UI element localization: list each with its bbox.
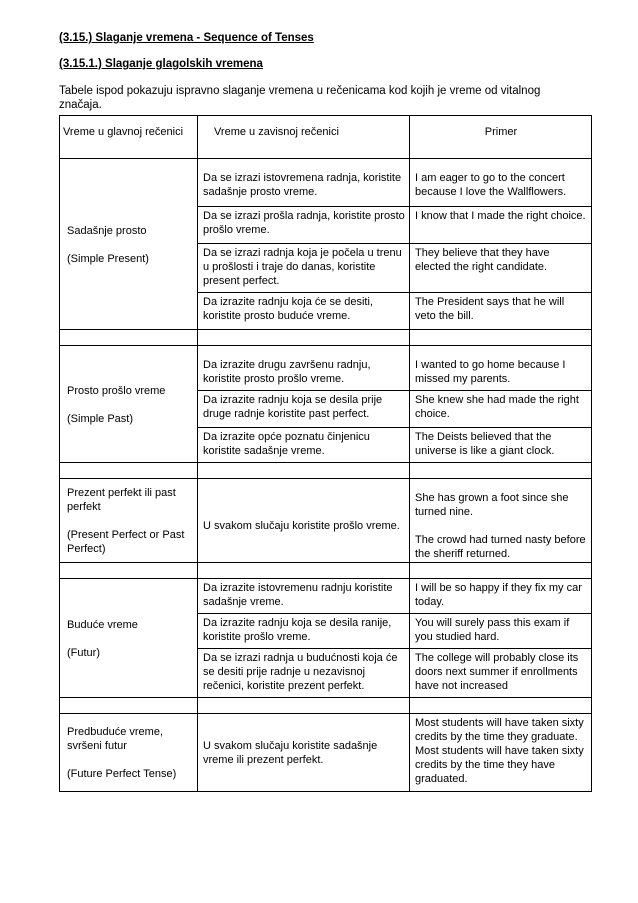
dependent-tense-rule: Da izrazite opće poznatu činjenicu koristite sadašnje vreme.: [198, 428, 410, 463]
example-sentence: The college will probably close its doors next summer if enrollments have not increased: [415, 652, 579, 692]
example-cell: [410, 293, 592, 330]
dependent-tense-rule: Da izrazite radnju koja će se desiti, koristite prosto buduće vreme.: [198, 293, 410, 330]
intro-paragraph: Tabele ispod pokazuju ispravno slaganje vremena u rečenicama kod kojih je vreme od vitalnog značaja.: [59, 85, 541, 111]
tense-name: Prosto prošlo vreme: [67, 384, 166, 397]
example-cell: [410, 714, 592, 792]
main-tense-cell: [60, 579, 198, 698]
spacer-cell: [410, 463, 592, 479]
dependent-tense-rule: Da izrazite radnju koja se desila ranije, koristite prošlo vreme.: [198, 614, 410, 649]
dependent-tense-rule: Da se izrazi radnja koja je počela u trenu u prošlosti i traje do danas, koristite present perfect.: [198, 244, 410, 293]
example-sentence: Most students will have taken sixty credits by the time they graduate.: [415, 717, 584, 743]
example-sentence: I am eager to go to the concert because I love the Wallflowers.: [415, 172, 567, 198]
tense-english-name: (Present Perfect or Past Perfect): [67, 529, 185, 555]
table-row: [60, 479, 592, 563]
main-tense-cell: [60, 714, 198, 792]
table-row: [60, 346, 592, 391]
spacer-cell: [410, 563, 592, 579]
spacer-cell: [60, 563, 198, 579]
table-row: [60, 714, 592, 792]
example-cell: [410, 579, 592, 614]
dependent-tense-rule: Da se izrazi prošla radnja, koristite prosto prošlo vreme.: [198, 207, 410, 244]
spacer-row: [60, 463, 592, 479]
spacer-row: [60, 698, 592, 714]
page-number-fragment: [312, 854, 326, 862]
header-main-tense: Vreme u glavnoj rečenici: [60, 116, 198, 159]
spacer-cell: [410, 698, 592, 714]
dependent-tense-rule: Da se izrazi radnja u budućnosti koja će se desiti prije radnje u nezavisnoj rečenici, koristite prezent perfekt.: [198, 649, 410, 698]
subsection-heading: (3.15.1.) Slaganje glagolskih vremena: [59, 58, 263, 70]
example-cell: [410, 391, 592, 428]
example-sentence: The Deists believed that the universe is like a giant clock.: [415, 431, 555, 457]
tense-english-name: (Simple Past): [67, 412, 134, 425]
example-sentence: She knew she had made the right choice.: [415, 394, 579, 420]
main-tense-cell: [60, 159, 198, 330]
example-sentence: Most students will have taken sixty credits by the time they have graduated.: [415, 745, 584, 785]
spacer-cell: [198, 330, 410, 346]
dependent-tense-rule: Da se izrazi istovremena radnja, koristite sadašnje prosto vreme.: [198, 159, 410, 207]
header-dependent-tense: Vreme u zavisnoj rečenici: [198, 116, 410, 159]
tense-name: Predbuduće vreme, svršeni futur: [67, 726, 163, 752]
example-sentence: I wanted to go home because I missed my parents.: [415, 359, 566, 385]
example-cell: [410, 479, 592, 563]
spacer-cell: [60, 330, 198, 346]
spacer-cell: [198, 563, 410, 579]
table-row: [60, 579, 592, 614]
tense-table: [59, 115, 592, 792]
example-sentence: I will be so happy if they fix my car today.: [415, 582, 582, 608]
dependent-tense-rule: Da izrazite drugu završenu radnju, koristite prosto prošlo vreme.: [198, 346, 410, 391]
tense-name: Sadašnje prosto: [67, 224, 147, 237]
example-cell: [410, 649, 592, 698]
example-sentence: She has grown a foot since she turned nine.: [415, 492, 569, 518]
section-heading: (3.15.) Slaganje vremena - Sequence of Tenses: [59, 32, 314, 44]
tense-name: Buduće vreme: [67, 618, 138, 631]
tense-name: Prezent perfekt ili past perfekt: [67, 487, 176, 513]
spacer-cell: [60, 463, 198, 479]
spacer-cell: [410, 330, 592, 346]
example-cell: [410, 428, 592, 463]
example-sentence: I know that I made the right choice.: [415, 210, 586, 222]
example-cell: [410, 346, 592, 391]
example-cell: [410, 614, 592, 649]
table-row: [60, 159, 592, 207]
example-sentence: They believe that they have elected the right candidate.: [415, 247, 550, 273]
tense-english-name: (Simple Present): [67, 252, 149, 265]
dependent-tense-rule: Da izrazite radnju koja se desila prije druge radnje koristite past perfect.: [198, 391, 410, 428]
spacer-cell: [60, 698, 198, 714]
spacer-row: [60, 563, 592, 579]
example-sentence: You will surely pass this exam if you studied hard.: [415, 617, 570, 643]
tense-english-name: (Future Perfect Tense): [67, 768, 177, 780]
example-cell: [410, 244, 592, 293]
header-example: Primer: [410, 116, 592, 159]
dependent-tense-rule: U svakom slučaju koristite sadašnje vreme ili prezent perfekt.: [198, 714, 410, 792]
tense-table-body: [60, 116, 592, 792]
dependent-tense-rule: U svakom slučaju koristite prošlo vreme.: [198, 479, 410, 563]
example-cell: [410, 207, 592, 244]
example-sentence: The crowd had turned nasty before the sheriff returned.: [415, 534, 586, 560]
example-cell: [410, 159, 592, 207]
table-header-row: [60, 116, 592, 159]
spacer-row: [60, 330, 592, 346]
spacer-cell: [198, 698, 410, 714]
spacer-cell: [198, 463, 410, 479]
main-tense-cell: [60, 479, 198, 563]
example-sentence: The President says that he will veto the bill.: [415, 296, 565, 322]
tense-english-name: (Futur): [67, 646, 100, 659]
main-tense-cell: [60, 346, 198, 463]
dependent-tense-rule: Da izrazite istovremenu radnju koristite sadašnje vreme.: [198, 579, 410, 614]
